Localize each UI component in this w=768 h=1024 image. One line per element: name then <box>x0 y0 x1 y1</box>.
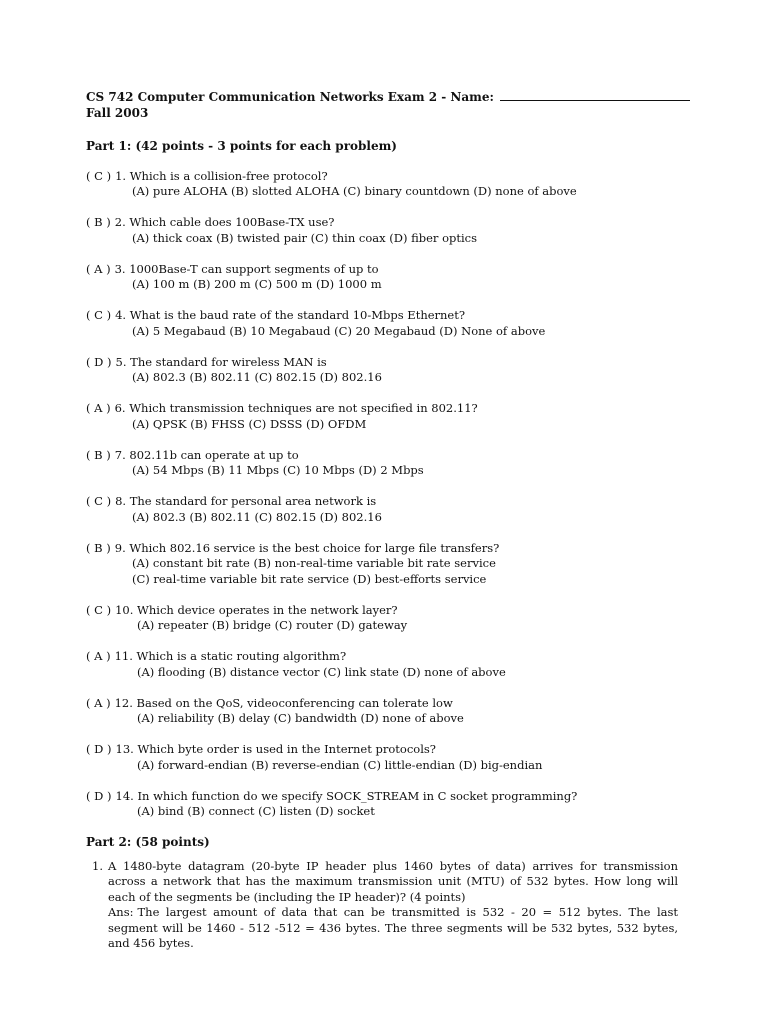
question-item <box>86 308 686 339</box>
question-choices: (C) real-time variable bit rate service (D) best-efforts service <box>132 571 487 586</box>
answer-text: The largest amount of data that can be transmitted is 532 - 20 = 512 bytes. The last segment will be 1460 - 512 -512 = 436 bytes. The three segments will be 532 bytes, 532 bytes, and 456 bytes. <box>108 905 678 950</box>
question-text: 6. Which transmission techniques are not specified in 802.11? <box>114 401 478 415</box>
question-choices: (A) flooding (B) distance vector (C) link state (D) none of above <box>137 664 506 679</box>
exam-page <box>86 90 686 952</box>
question-choices: (A) 802.3 (B) 802.11 (C) 802.15 (D) 802.16 <box>132 509 382 524</box>
part2-item-answer <box>108 905 678 952</box>
question-answer: ( D ) <box>86 742 112 756</box>
question-line <box>86 448 686 464</box>
question-text: 2. Which cable does 100Base-TX use? <box>114 215 335 229</box>
question-item <box>86 696 686 727</box>
question-item <box>86 789 686 820</box>
question-answer: ( A ) <box>86 649 111 663</box>
part2-item-number: 1. <box>92 858 103 873</box>
exam-title-line <box>86 90 686 106</box>
question-text: 13. Which byte order is used in the Internet protocols? <box>115 742 436 756</box>
question-choices: (A) bind (B) connect (C) listen (D) socket <box>137 804 375 818</box>
question-answer: ( A ) <box>86 261 111 276</box>
question-choices: (A) 802.3 (B) 802.11 (C) 802.15 (D) 802.16 <box>132 370 382 384</box>
question-line <box>86 215 686 231</box>
question-answer: ( D ) <box>86 354 112 369</box>
question-choices: (A) QPSK (B) FHSS (C) DSSS (D) OFDM <box>132 416 367 431</box>
question-text: 10. Which device operates in the network layer? <box>115 602 398 617</box>
question-choices: (A) thick coax (B) twisted pair (C) thin coax (D) fiber optics <box>132 230 478 245</box>
question-choices: (A) constant bit rate (B) non-real-time variable bit rate service <box>132 556 496 570</box>
question-answer: ( C ) <box>86 494 112 508</box>
question-line <box>86 169 686 185</box>
question-answer: ( A ) <box>86 401 111 415</box>
part2-list <box>86 859 686 952</box>
question-item <box>86 742 686 773</box>
name-blank-line <box>500 90 690 101</box>
question-choices: (A) 54 Mbps (B) 11 Mbps (C) 10 Mbps (D) 2 Mbps <box>132 463 424 477</box>
question-line <box>86 541 686 557</box>
question-text: 14. In which function do we specify SOCK_STREAM in C socket programming? <box>115 788 578 803</box>
question-text: 12. Based on the QoS, videoconferencing can tolerate low <box>114 695 453 710</box>
question-line <box>86 262 686 278</box>
question-answer: ( D ) <box>86 788 112 803</box>
question-line <box>86 789 686 805</box>
question-answer: ( C ) <box>86 308 112 322</box>
question-item <box>86 262 686 293</box>
question-answer: ( B ) <box>86 447 111 462</box>
question-text: 3. 1000Base-T can support segments of up to <box>114 261 379 276</box>
question-line <box>86 401 686 417</box>
question-answer: ( A ) <box>86 695 111 710</box>
exam-title: CS 742 Computer Communication Networks Exam 2 - Name: <box>86 90 494 104</box>
question-text: 8. The standard for personal area network is <box>115 494 377 508</box>
question-answer: ( C ) <box>86 602 112 617</box>
question-item <box>86 649 686 680</box>
question-text: 9. Which 802.16 service is the best choice for large file transfers? <box>114 540 500 555</box>
question-answer: ( B ) <box>86 215 111 229</box>
question-item <box>86 215 686 246</box>
question-text: 5. The standard for wireless MAN is <box>115 354 327 369</box>
exam-term: Fall 2003 <box>86 105 149 120</box>
question-text: 7. 802.11b can operate at up to <box>114 447 299 462</box>
question-item <box>86 603 686 634</box>
question-line <box>86 649 686 665</box>
question-choices: (A) 5 Megabaud (B) 10 Megabaud (C) 20 Megabaud (D) None of above <box>132 323 546 338</box>
question-choices: (A) reliability (B) delay (C) bandwidth (D) none of above <box>137 711 464 725</box>
question-item <box>86 169 686 200</box>
question-item <box>86 541 686 588</box>
part1-questions <box>86 169 686 820</box>
question-line <box>86 603 686 619</box>
question-choices: (A) repeater (B) bridge (C) router (D) gateway <box>137 618 408 632</box>
question-line <box>86 742 686 758</box>
question-text: 1. Which is a collision-free protocol? <box>115 168 328 183</box>
part2-item-question: A 1480-byte datagram (20-byte IP header plus 1460 bytes of data) arrives for transmission across a network that has the maximum transmission unit (MTU) of 532 bytes. How long will each of the segments be (including the IP header)? (4 points) <box>108 858 678 904</box>
question-item <box>86 494 686 525</box>
question-item <box>86 448 686 479</box>
question-choices: (A) forward-endian (B) reverse-endian (C) little-endian (D) big-endian <box>137 757 543 772</box>
question-item <box>86 355 686 386</box>
question-text: 4. What is the baud rate of the standard 10-Mbps Ethernet? <box>115 308 466 322</box>
question-item <box>86 401 686 432</box>
question-answer: ( C ) <box>86 168 112 183</box>
question-choices: (A) 100 m (B) 200 m (C) 500 m (D) 1000 m <box>132 277 382 291</box>
part1-heading: Part 1: (42 points - 3 points for each problem) <box>86 139 397 153</box>
answer-label: Ans: <box>108 905 134 919</box>
question-choices: (A) pure ALOHA (B) slotted ALOHA (C) binary countdown (D) none of above <box>132 184 577 198</box>
question-line <box>86 494 686 510</box>
question-line <box>86 355 686 371</box>
part2-heading: Part 2: (58 points) <box>86 835 210 849</box>
question-answer: ( B ) <box>86 540 111 555</box>
part2-item <box>86 859 678 952</box>
question-line <box>86 696 686 712</box>
question-line <box>86 308 686 324</box>
question-text: 11. Which is a static routing algorithm? <box>114 649 347 663</box>
